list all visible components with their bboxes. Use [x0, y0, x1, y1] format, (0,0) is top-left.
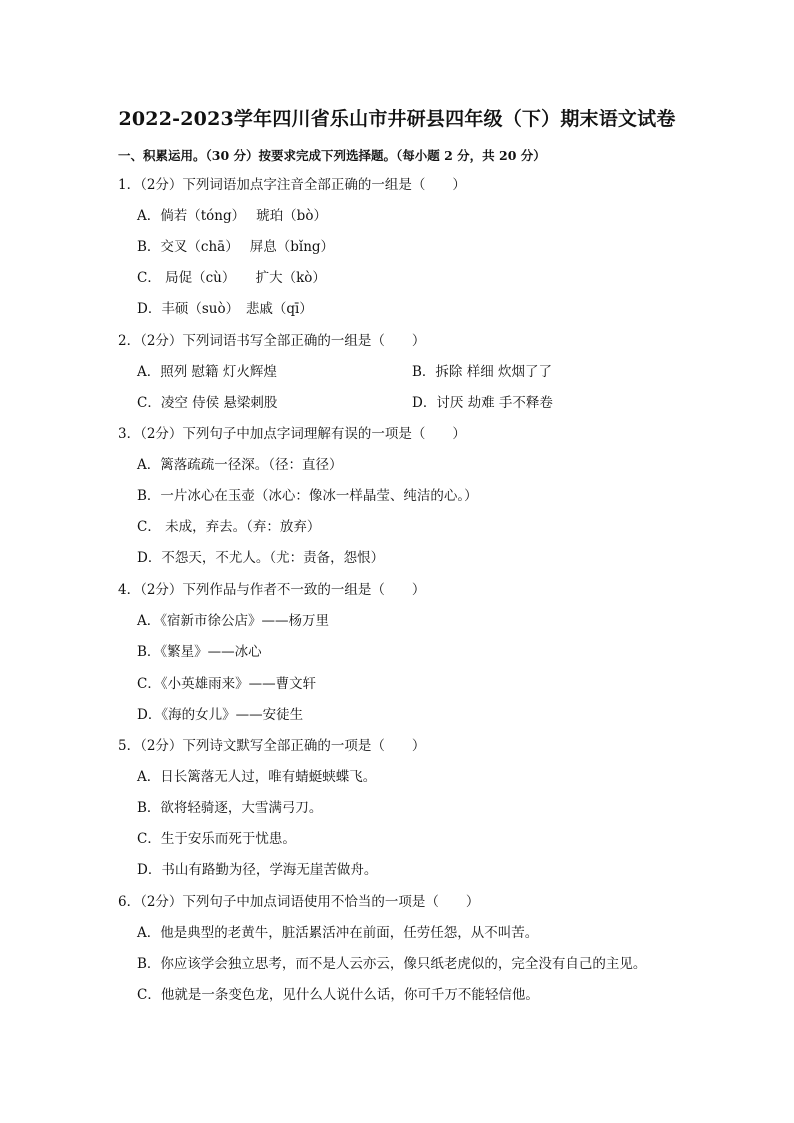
question-5-stem: 5．（2分）下列诗文默写全部正确的一项是（ ）: [118, 738, 426, 754]
question-4-option-c: C．《小英雄雨来》——曹文轩: [137, 676, 317, 692]
question-5-option-a: A．日长篱落无人过，唯有蜻蜓蛱蝶飞。: [137, 769, 377, 785]
question-2-option-d: D．讨厌 劫难 手不释卷: [412, 395, 553, 411]
question-6-option-a: A．他是典型的老黄牛，脏活累活冲在前面，任劳任怨，从不叫苦。: [137, 925, 539, 941]
question-1-option-d: D．丰硕（suò） 悲戚（qī）: [137, 301, 313, 317]
question-1-option-a: A．倘若（tóng） 琥珀（bò）: [137, 208, 327, 224]
question-2-option-c: C．凌空 侍侯 悬梁刺股: [137, 395, 278, 411]
question-6-option-c: C．他就是一条变色龙，见什么人说什么话，你可千万不能轻信他。: [137, 987, 539, 1003]
question-4-option-d: D．《海的女儿》——安徒生: [137, 707, 304, 723]
question-1-option-b: B．交叉（chā） 屏息（bǐng）: [137, 239, 335, 255]
section-heading: 一、积累运用。（30 分）按要求完成下列选择题。（每小题 2 分，共 20 分）: [118, 148, 546, 163]
question-3-option-c: C． 未成，弃去。（弃：放弃）: [137, 519, 321, 535]
question-5-option-d: D．书山有路勤为径，学海无崖苦做舟。: [137, 862, 378, 878]
question-4-stem: 4．（2分）下列作品与作者不一致的一组是（ ）: [118, 582, 426, 598]
question-3-option-d: D．不怨天，不尤人。（尤：责备，怨恨）: [137, 550, 385, 566]
question-2-option-b: B．拆除 样细 炊烟了了: [412, 364, 553, 380]
question-6-stem: 6．（2分）下列句子中加点词语使用不恰当的一项是（ ）: [118, 894, 480, 910]
question-1-stem: 1．（2分）下列词语加点字注音全部正确的一组是（ ）: [118, 177, 466, 193]
question-2-stem: 2．（2分）下列词语书写全部正确的一组是（ ）: [118, 333, 426, 349]
question-3-stem: 3．（2分）下列句子中加点字词理解有误的一项是（ ）: [118, 426, 466, 442]
question-4-option-b: B．《繁星》——冰心: [137, 644, 262, 660]
question-3-option-b: B．一片冰心在玉壶（冰心：像冰一样晶莹、纯洁的心。）: [137, 488, 478, 504]
question-4-option-a: A．《宿新市徐公店》——杨万里: [137, 613, 329, 629]
question-6-option-b: B．你应该学会独立思考，而不是人云亦云，像只纸老虎似的，完全没有自己的主见。: [137, 956, 647, 972]
question-5-option-b: B．欲将轻骑逐，大雪满弓刀。: [137, 800, 323, 816]
page-title: 2022-2023学年四川省乐山市井研县四年级（下）期末语文试卷: [118, 108, 676, 130]
question-5-option-c: C．生于安乐而死于忧患。: [137, 831, 296, 847]
question-2-option-a: A．照列 慰籍 灯火辉煌: [137, 364, 277, 380]
question-3-option-a: A．篱落疏疏一径深。（径：直径）: [137, 457, 343, 473]
question-1-option-c: C． 局促（cù） 扩大（kò）: [137, 270, 326, 286]
